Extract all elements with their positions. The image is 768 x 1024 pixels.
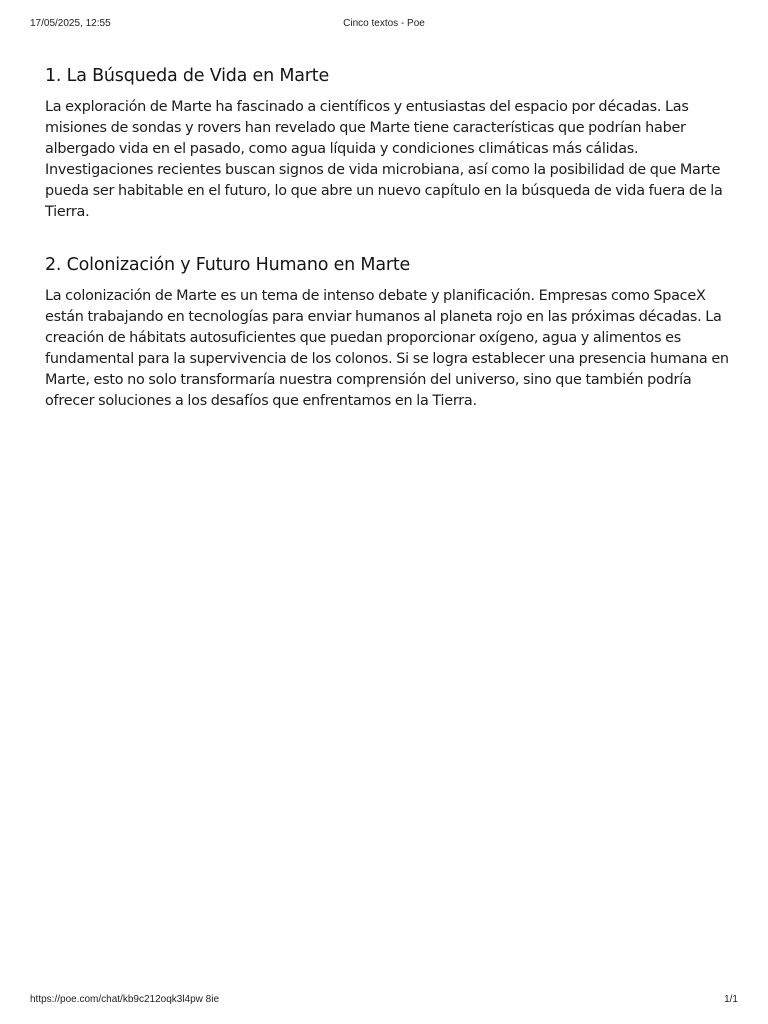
- section-colonizacion-marte: [45, 253, 731, 412]
- section-paragraph: La colonización de Marte es un tema de intenso debate y planificación. Empresas como SpaceX están trabajando en tecnologías para enviar humanos al planeta rojo en las próximas décadas. La creación de hábitats autosuficientes que puedan proporcionar oxígeno, agua y alimentos es fundamental para la supervivencia de los colonos. Si se logra establecer una presencia humana en Marte, esto no solo transformaría nuestra comprensión del universo, sino que también podría ofrecer soluciones a los desafíos que enfrentamos en la Tierra.: [45, 288, 729, 409]
- section-paragraph: La exploración de Marte ha fascinado a científicos y entusiastas del espacio por décadas. Las misiones de sondas y rovers han revelado que Marte tiene características que podrían haber albergado vida en el pasado, como agua líquida y condiciones climáticas más cálidas. Investigaciones recientes buscan signos de vida microbiana, así como la posibilidad de que Marte pueda ser habitable en el futuro, lo que abre un nuevo capítulo en la búsqueda de vida fuera de la Tierra.: [45, 99, 723, 220]
- section-heading: 1. La Búsqueda de Vida en Marte: [45, 66, 330, 86]
- print-url: https://poe.com/chat/kb9c212oqk3l4pw 8ie: [30, 994, 220, 1005]
- section-vida-en-marte: [45, 64, 731, 223]
- page-indicator: 1/1: [724, 994, 738, 1005]
- document-content: [45, 64, 731, 442]
- print-footer: [30, 994, 738, 1008]
- section-heading: 2. Colonización y Futuro Humano en Marte: [45, 255, 411, 275]
- print-header: [30, 18, 738, 32]
- print-page-title: Cinco textos - Poe: [343, 18, 425, 29]
- print-datetime: 17/05/2025, 12:55: [30, 18, 111, 29]
